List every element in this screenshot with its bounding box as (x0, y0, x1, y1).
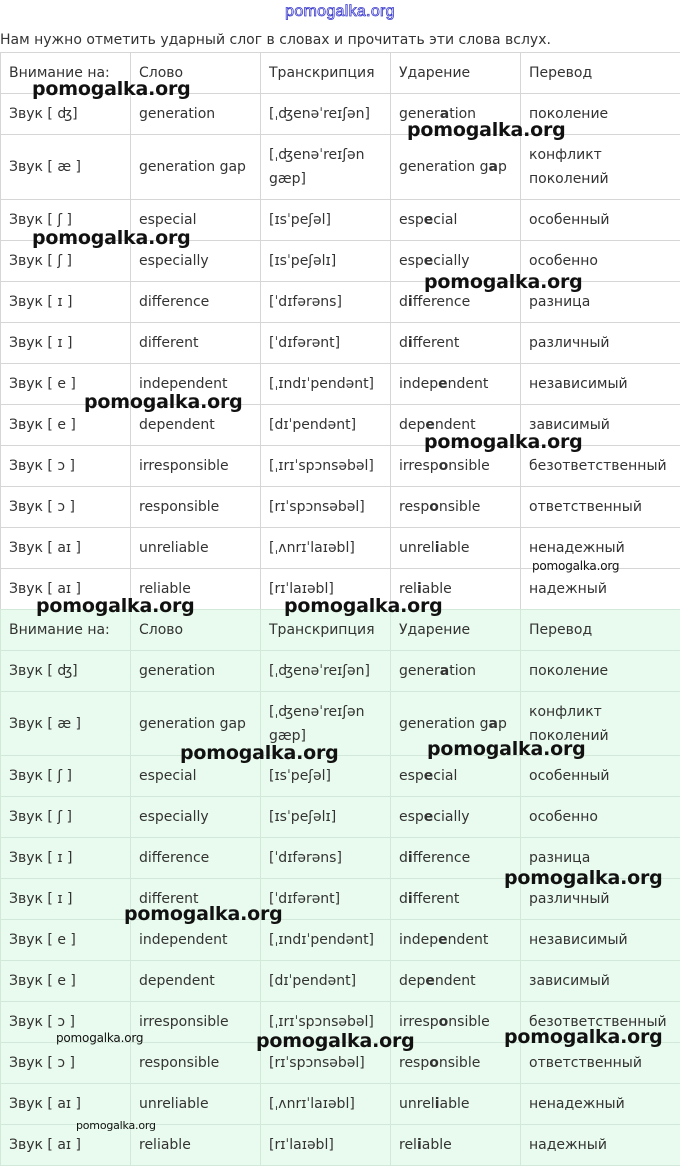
stressed-vowel: e (424, 768, 434, 784)
transcription-cell: [rɪˈspɔnsəbəl] (261, 1043, 391, 1084)
word-part: dep (399, 973, 425, 989)
sound-cell: Звук [ ɔ ] (1, 487, 131, 528)
stressed-vowel: e (424, 212, 434, 228)
transcription-cell: [ˈdɪfərəns] (261, 282, 391, 323)
table-row (1, 838, 680, 879)
word-part: cial (433, 768, 457, 784)
sound-cell: Звук [ ɔ ] (1, 446, 131, 487)
table-row (1, 405, 680, 446)
word-part: indep (399, 376, 438, 392)
word-part: d (399, 891, 408, 907)
stressed-vowel: e (425, 973, 435, 989)
stress-cell (391, 487, 521, 528)
site-header (0, 0, 680, 26)
translation-cell: независимый (521, 920, 680, 961)
word-cell: generation (131, 94, 261, 135)
transcription-cell: [ˌɪrɪˈspɔnsəbəl] (261, 1002, 391, 1043)
watermark: pomogalka.org (84, 391, 243, 413)
word-part: esp (399, 768, 424, 784)
table-row (1, 94, 680, 135)
table-row (1, 1084, 680, 1125)
word-part: irresp (399, 1014, 439, 1030)
stressed-vowel: o (429, 1055, 439, 1071)
table-row (1, 797, 680, 838)
translation-cell: зависимый (521, 961, 680, 1002)
word-cell: unreliable (131, 528, 261, 569)
word-part: able (440, 1096, 470, 1112)
word-cell: independent (131, 920, 261, 961)
sound-cell: Звук [ e ] (1, 961, 131, 1002)
stress-cell (391, 879, 521, 920)
word-part: ndent (435, 973, 476, 989)
stressed-vowel: i (408, 850, 413, 866)
word-part: nsible (439, 1055, 480, 1071)
word-cell: responsible (131, 1043, 261, 1084)
word-part: fferent (413, 891, 460, 907)
translation-cell: разница (521, 282, 680, 323)
sound-cell: Звук [ ʃ ] (1, 797, 131, 838)
table-row (1, 1125, 680, 1166)
word-part: gener (399, 663, 440, 679)
column-header: Слово (131, 610, 261, 651)
stressed-vowel: o (439, 1014, 449, 1030)
watermark: pomogalka.org (124, 903, 283, 925)
stress-cell (391, 1084, 521, 1125)
word-cell: irresponsible (131, 1002, 261, 1043)
stress-cell (391, 1002, 521, 1043)
sound-cell: Звук [ ʃ ] (1, 756, 131, 797)
translation-cell: особенно (521, 241, 680, 282)
translation-cell: надежный (521, 1125, 680, 1166)
stressed-vowel: e (438, 932, 448, 948)
word-cell: generation gap (131, 692, 261, 756)
sound-cell: Звук [ aɪ ] (1, 1084, 131, 1125)
word-cell: generation (131, 651, 261, 692)
stressed-vowel: e (438, 376, 448, 392)
translation-cell: безответственный (521, 1002, 680, 1043)
table-row (1, 920, 680, 961)
word-cell: independent (131, 364, 261, 405)
stress-cell (391, 200, 521, 241)
transcription-cell: [ɪsˈpeʃəl] (261, 756, 391, 797)
watermark: pomogalka.org (180, 742, 339, 764)
word-part: nsible (439, 499, 480, 515)
table-row (1, 1043, 680, 1084)
stressed-vowel: o (429, 499, 439, 515)
stress-cell (391, 961, 521, 1002)
stressed-vowel: a (488, 159, 497, 175)
sound-cell: Звук [ ɔ ] (1, 1043, 131, 1084)
transcription-cell: [ˌɪndɪˈpendənt] (261, 364, 391, 405)
transcription-cell: [rɪˈspɔnsəbəl] (261, 487, 391, 528)
table-row (1, 651, 680, 692)
transcription-cell: [ˌʌnrɪˈlaɪəbl] (261, 1084, 391, 1125)
word-part: p (498, 159, 507, 175)
instruction-text: Нам нужно отметить ударный слог в словах и прочитать эти слова вслух. (0, 30, 680, 50)
sound-cell: Звук [ ɪ ] (1, 838, 131, 879)
stress-cell (391, 756, 521, 797)
watermark: pomogalka.org (504, 1026, 663, 1048)
column-header: Транскрипция (261, 53, 391, 94)
sound-cell: Звук [ ʃ ] (1, 200, 131, 241)
translation-cell: ненадежный (521, 528, 680, 569)
word-part: nsible (448, 458, 489, 474)
word-cell: unreliable (131, 1084, 261, 1125)
translation-cell: безответственный (521, 446, 680, 487)
watermark: pomogalka.org (427, 738, 586, 760)
watermark: pomogalka.org (532, 559, 619, 573)
word-part: rel (399, 1137, 417, 1153)
stressed-vowel: i (435, 540, 440, 556)
word-part: cially (433, 253, 469, 269)
word-cell: especial (131, 200, 261, 241)
sound-cell: Звук [ aɪ ] (1, 528, 131, 569)
table-row (1, 879, 680, 920)
word-cell: difference (131, 838, 261, 879)
stressed-vowel: a (488, 716, 497, 732)
stress-cell (391, 364, 521, 405)
sound-cell: Звук [ e ] (1, 364, 131, 405)
word-part: esp (399, 212, 424, 228)
sound-cell: Звук [ ʤ] (1, 94, 131, 135)
word-part: fferent (413, 335, 460, 351)
stressed-vowel: i (408, 891, 413, 907)
table-header-row (1, 610, 680, 651)
stressed-vowel: e (425, 417, 435, 433)
transcription-cell: [ˌɪrɪˈspɔnsəbəl] (261, 446, 391, 487)
word-part: resp (399, 1055, 429, 1071)
stressed-vowel: a (440, 106, 449, 122)
transcription-cell: [ɪsˈpeʃəlɪ] (261, 797, 391, 838)
word-cell: generation gap (131, 135, 261, 200)
word-part: generation g (399, 716, 488, 732)
word-part: ndent (448, 376, 489, 392)
word-part: d (399, 850, 408, 866)
watermark: pomogalka.org (32, 78, 191, 100)
word-part: able (422, 1137, 452, 1153)
word-part: irresp (399, 458, 439, 474)
transcription-cell: [dɪˈpendənt] (261, 961, 391, 1002)
stress-cell (391, 920, 521, 961)
word-part: unrel (399, 1096, 435, 1112)
word-part: ndent (435, 417, 476, 433)
table-row (1, 692, 680, 756)
word-cell: reliable (131, 1125, 261, 1166)
table-row (1, 569, 680, 610)
translation-cell: ответственный (521, 487, 680, 528)
transcription-cell: [ˌɪndɪˈpendənt] (261, 920, 391, 961)
word-cell: especially (131, 797, 261, 838)
stress-cell (391, 1125, 521, 1166)
word-part: fference (413, 850, 471, 866)
word-part: esp (399, 809, 424, 825)
transcription-cell: [ˌʤenəˈreɪʃən gæp] (261, 135, 391, 200)
transcription-cell: [rɪˈlaɪəbl] (261, 569, 391, 610)
column-header: Ударение (391, 610, 521, 651)
translation-cell: поколение (521, 651, 680, 692)
word-cell: dependent (131, 961, 261, 1002)
word-cell: different (131, 879, 261, 920)
translation-cell: конфликт поколений (521, 692, 680, 756)
translation-cell: ненадежный (521, 1084, 680, 1125)
word-part: tion (449, 106, 476, 122)
stressed-vowel: o (439, 458, 449, 474)
word-part: resp (399, 499, 429, 515)
word-cell: irresponsible (131, 446, 261, 487)
table-row (1, 323, 680, 364)
stressed-vowel: i (417, 581, 422, 597)
word-cell: different (131, 323, 261, 364)
translation-cell: различный (521, 323, 680, 364)
sound-cell: Звук [ ɪ ] (1, 323, 131, 364)
stress-cell (391, 323, 521, 364)
sound-cell: Звук [ ɔ ] (1, 1002, 131, 1043)
sound-cell: Звук [ ʃ ] (1, 241, 131, 282)
sound-cell: Звук [ e ] (1, 920, 131, 961)
transcription-cell: [ˌʤenəˈreɪʃən] (261, 94, 391, 135)
watermark: pomogalka.org (36, 595, 195, 617)
table-row (1, 200, 680, 241)
word-part: gener (399, 106, 440, 122)
stress-cell (391, 446, 521, 487)
stressed-vowel: e (424, 253, 434, 269)
table-row (1, 446, 680, 487)
sound-cell: Звук [ aɪ ] (1, 569, 131, 610)
stress-cell (391, 241, 521, 282)
word-part: d (399, 294, 408, 310)
watermark: pomogalka.org (76, 1119, 156, 1132)
vocabulary-table-plain (0, 52, 680, 610)
vocabulary-table-highlighted (0, 609, 680, 1166)
sound-cell: Звук [ ɪ ] (1, 879, 131, 920)
stressed-vowel: a (440, 663, 449, 679)
transcription-cell: [rɪˈlaɪəbl] (261, 1125, 391, 1166)
word-cell: especial (131, 756, 261, 797)
table-row (1, 364, 680, 405)
translation-cell: разница (521, 838, 680, 879)
column-header: Внимание на: (1, 610, 131, 651)
table-row (1, 282, 680, 323)
transcription-cell: [ˈdɪfərənt] (261, 879, 391, 920)
stressed-vowel: i (408, 335, 413, 351)
word-part: indep (399, 932, 438, 948)
translation-cell: ответственный (521, 1043, 680, 1084)
word-cell: reliable (131, 569, 261, 610)
stressed-vowel: i (435, 1096, 440, 1112)
sound-cell: Звук [ æ ] (1, 135, 131, 200)
table-row (1, 756, 680, 797)
sound-cell: Звук [ aɪ ] (1, 1125, 131, 1166)
word-part: esp (399, 253, 424, 269)
table-header-row (1, 53, 680, 94)
table-row (1, 1002, 680, 1043)
word-part: p (498, 716, 507, 732)
column-header: Внимание на: (1, 53, 131, 94)
table-row (1, 961, 680, 1002)
watermark: pomogalka.org (424, 431, 583, 453)
stress-cell (391, 94, 521, 135)
table-row (1, 487, 680, 528)
transcription-cell: [ˈdɪfərənt] (261, 323, 391, 364)
word-part: cially (433, 809, 469, 825)
stress-cell (391, 569, 521, 610)
stressed-vowel: i (408, 294, 413, 310)
site-link[interactable]: pomogalka.org (285, 3, 395, 20)
sound-cell: Звук [ e ] (1, 405, 131, 446)
sound-cell: Звук [ æ ] (1, 692, 131, 756)
table-row (1, 135, 680, 200)
translation-cell: надежный (521, 569, 680, 610)
transcription-cell: [ˌʌnrɪˈlaɪəbl] (261, 528, 391, 569)
table-row (1, 528, 680, 569)
watermark: pomogalka.org (504, 867, 663, 889)
watermark: pomogalka.org (256, 1030, 415, 1052)
column-header: Слово (131, 53, 261, 94)
word-part: d (399, 335, 408, 351)
stress-cell (391, 282, 521, 323)
sound-cell: Звук [ ɪ ] (1, 282, 131, 323)
stressed-vowel: i (417, 1137, 422, 1153)
column-header: Транскрипция (261, 610, 391, 651)
stress-cell (391, 651, 521, 692)
word-cell: especially (131, 241, 261, 282)
watermark: pomogalka.org (284, 595, 443, 617)
transcription-cell: [ˈdɪfərəns] (261, 838, 391, 879)
stressed-vowel: e (424, 809, 434, 825)
stress-cell (391, 1043, 521, 1084)
sound-cell: Звук [ ʤ] (1, 651, 131, 692)
translation-cell: конфликт поколений (521, 135, 680, 200)
column-header: Ударение (391, 53, 521, 94)
word-part: rel (399, 581, 417, 597)
translation-cell: особенно (521, 797, 680, 838)
word-part: fference (413, 294, 471, 310)
stress-cell (391, 528, 521, 569)
word-part: tion (449, 663, 476, 679)
word-part: able (422, 581, 452, 597)
transcription-cell: [ɪsˈpeʃəl] (261, 200, 391, 241)
word-cell: responsible (131, 487, 261, 528)
stress-cell (391, 405, 521, 446)
stress-cell (391, 838, 521, 879)
watermark: pomogalka.org (32, 227, 191, 249)
column-header: Перевод (521, 610, 680, 651)
word-part: generation g (399, 159, 488, 175)
word-part: able (440, 540, 470, 556)
watermark: pomogalka.org (56, 1031, 143, 1045)
word-cell: difference (131, 282, 261, 323)
word-cell: dependent (131, 405, 261, 446)
table-row (1, 241, 680, 282)
transcription-cell: [ˌʤenəˈreɪʃən] (261, 651, 391, 692)
watermark: pomogalka.org (407, 119, 566, 141)
word-part: nsible (448, 1014, 489, 1030)
transcription-cell: [dɪˈpendənt] (261, 405, 391, 446)
transcription-cell: [ˌʤenəˈreɪʃən gæp] (261, 692, 391, 756)
translation-cell: поколение (521, 94, 680, 135)
translation-cell: различный (521, 879, 680, 920)
word-part: ndent (448, 932, 489, 948)
transcription-cell: [ɪsˈpeʃəlɪ] (261, 241, 391, 282)
translation-cell: особенный (521, 756, 680, 797)
word-part: dep (399, 417, 425, 433)
translation-cell: особенный (521, 200, 680, 241)
word-part: unrel (399, 540, 435, 556)
translation-cell: зависимый (521, 405, 680, 446)
stress-cell (391, 135, 521, 200)
watermark: pomogalka.org (424, 271, 583, 293)
translation-cell: независимый (521, 364, 680, 405)
word-part: cial (433, 212, 457, 228)
column-header: Перевод (521, 53, 680, 94)
stress-cell (391, 797, 521, 838)
stress-cell (391, 692, 521, 756)
